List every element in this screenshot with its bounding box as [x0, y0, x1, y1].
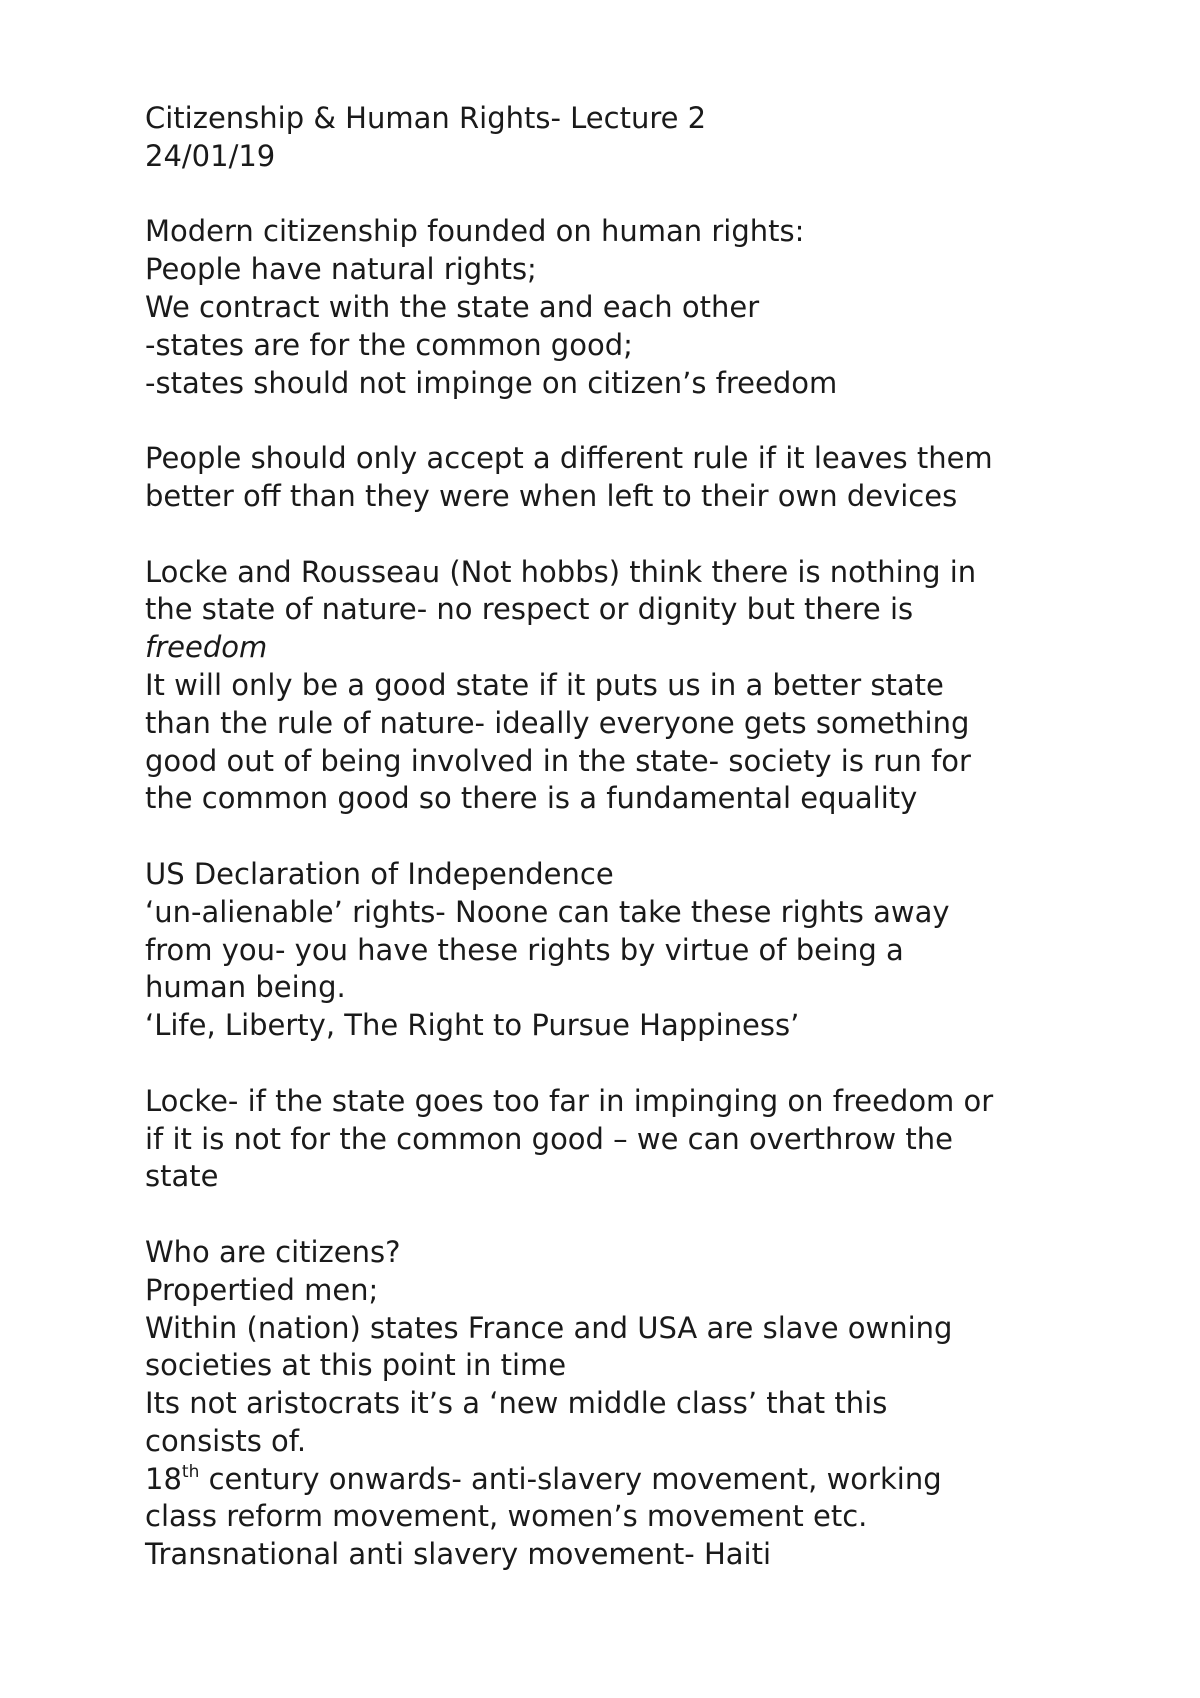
paragraph-line: state: [145, 1159, 219, 1194]
paragraph-line: ‘un-alienable’ rights- Noone can take these rights away: [145, 894, 950, 929]
section-heading: US Declaration of Independence: [145, 856, 614, 891]
paragraph-line: Locke and Rousseau (Not hobbs) think there is nothing in: [145, 554, 977, 589]
paragraph-line: better off than they were when left to their own devices: [145, 478, 958, 513]
paragraph-spacer: [145, 402, 1125, 440]
paragraph-line: We contract with the state and each other: [145, 289, 760, 324]
line-remainder: century onwards- anti-slavery movement, working: [199, 1461, 942, 1496]
quote-line: ‘Life, Liberty, The Right to Pursue Happiness’: [145, 1008, 800, 1043]
paragraph-line: consists of.: [145, 1423, 307, 1458]
paragraph-line: -states should not impinge on citizen’s freedom: [145, 365, 838, 400]
ordinal-number: 18: [145, 1461, 182, 1496]
paragraph-spacer: [145, 176, 1125, 214]
document-title: Citizenship & Human Rights- Lecture 2: [145, 101, 707, 135]
paragraph-spacer: [145, 1196, 1125, 1234]
paragraph-line: from you- you have these rights by virtue of being a: [145, 932, 904, 967]
paragraph-line-with-superscript: [145, 1461, 1125, 1499]
document-body: [145, 100, 1125, 1574]
paragraph-line: societies at this point in time: [145, 1348, 567, 1383]
paragraph-line: human being.: [145, 970, 346, 1005]
paragraph-line: Locke- if the state goes too far in impinging on freedom or: [145, 1083, 994, 1118]
question-heading: Who are citizens?: [145, 1234, 401, 1269]
paragraph-spacer: [145, 1045, 1125, 1083]
paragraph-line: if it is not for the common good – we can overthrow the: [145, 1121, 953, 1156]
paragraph-line: good out of being involved in the state- society is run for: [145, 743, 971, 778]
paragraph-line: the state of nature- no respect or dignity but there is: [145, 592, 914, 627]
document-date: 24/01/19: [145, 138, 276, 173]
paragraph-spacer: [145, 818, 1125, 856]
paragraph-line: Its not aristocrats it’s a ‘new middle class’ that this: [145, 1386, 888, 1421]
paragraph-line: Within (nation) states France and USA are slave owning: [145, 1310, 953, 1345]
paragraph-line: People have natural rights;: [145, 252, 537, 287]
paragraph-line: People should only accept a different rule if it leaves them: [145, 441, 993, 476]
paragraph-line: Modern citizenship founded on human rights:: [145, 214, 805, 249]
paragraph-line: than the rule of nature- ideally everyone gets something: [145, 705, 970, 740]
italic-emphasis-line: freedom: [145, 630, 268, 665]
paragraph-line: Propertied men;: [145, 1272, 379, 1307]
paragraph-line: -states are for the common good;: [145, 327, 633, 362]
paragraph-spacer: [145, 516, 1125, 554]
ordinal-superscript: th: [181, 1461, 200, 1482]
paragraph-line: It will only be a good state if it puts us in a better state: [145, 667, 944, 702]
paragraph-line: class reform movement, women’s movement etc.: [145, 1499, 868, 1534]
paragraph-line: Transnational anti slavery movement- Haiti: [145, 1537, 772, 1572]
paragraph-line: the common good so there is a fundamental equality: [145, 781, 918, 816]
